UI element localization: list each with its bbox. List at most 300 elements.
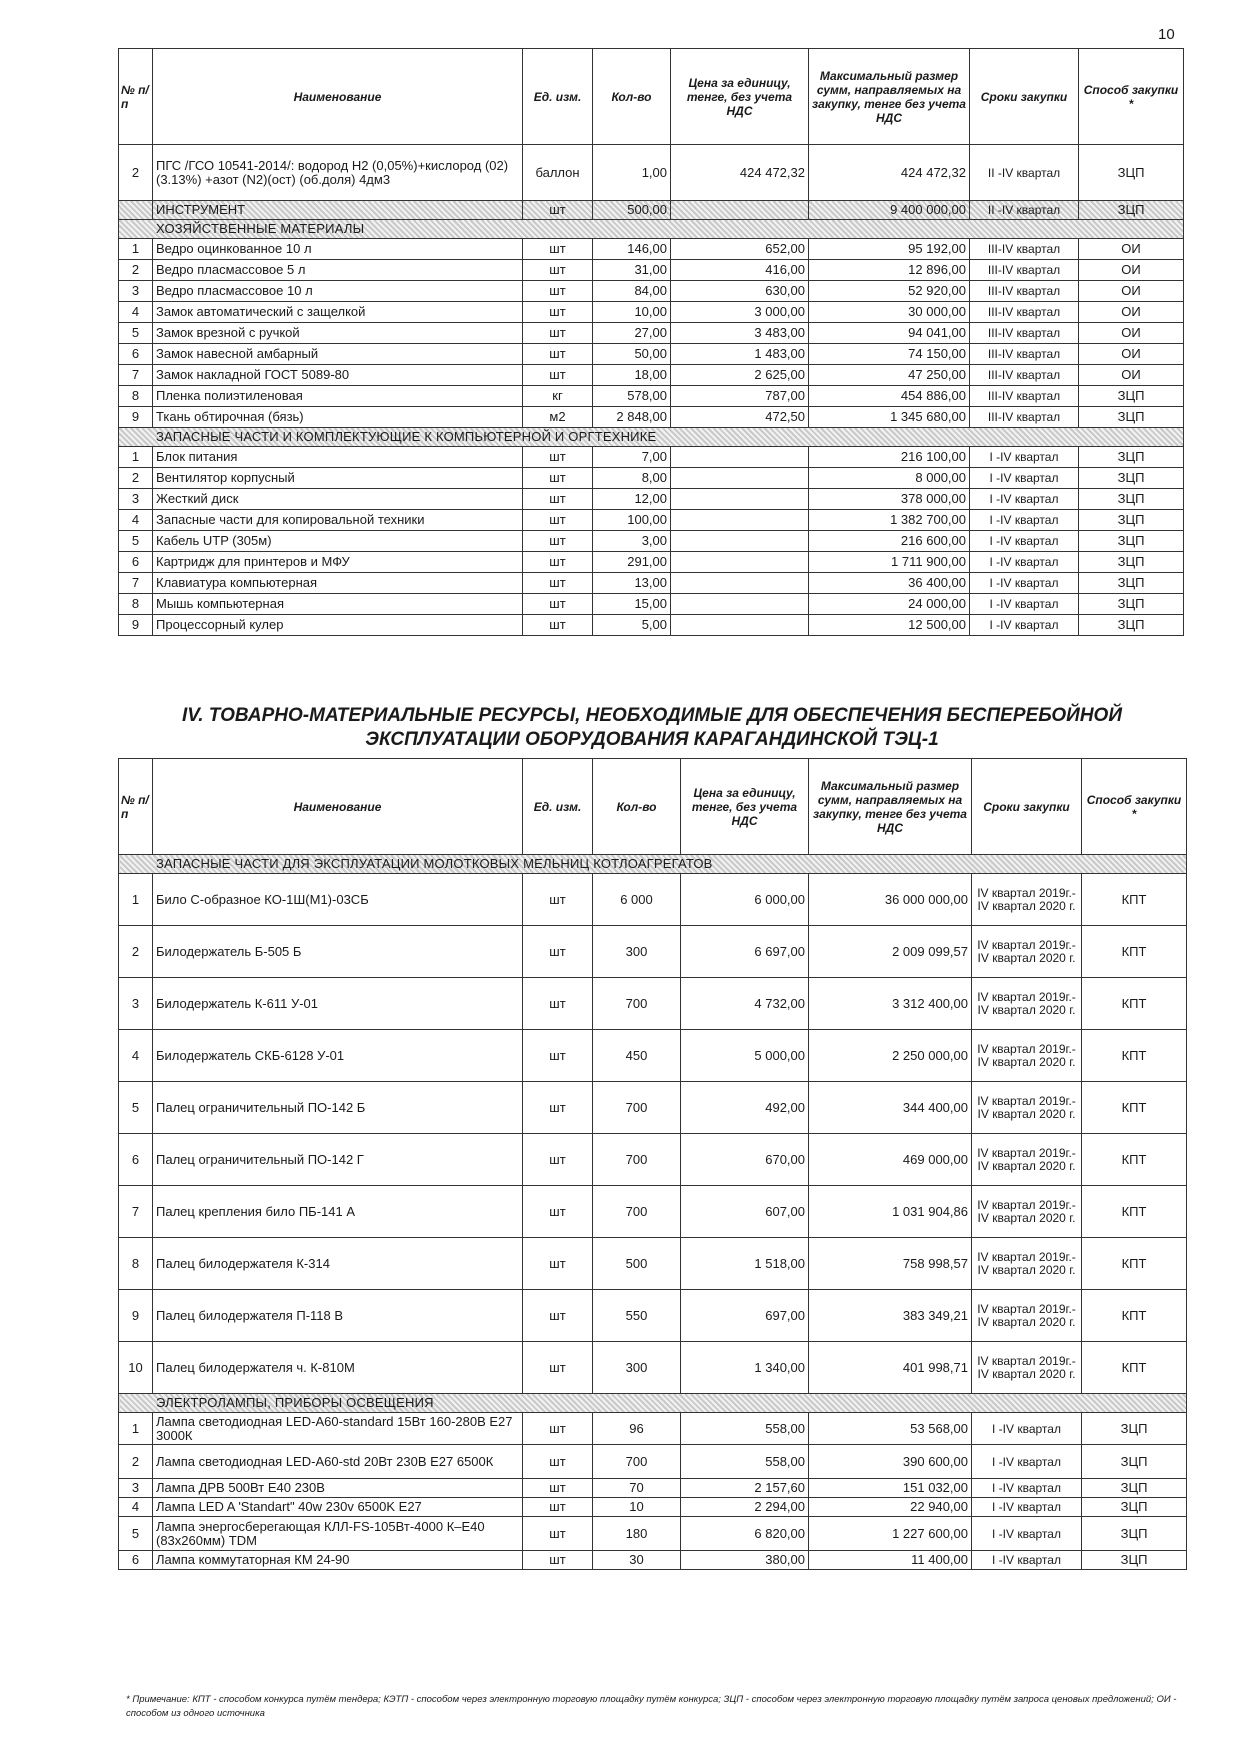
row-num: 1 (119, 1413, 153, 1445)
row-qty: 30 (593, 1551, 681, 1570)
row-method: ЗЦП (1079, 510, 1184, 531)
row-period: I -IV квартал (970, 552, 1079, 573)
table-row (119, 145, 1184, 201)
row-num: 6 (119, 344, 153, 365)
row-num: 8 (119, 594, 153, 615)
row-unit: шт (523, 365, 593, 386)
row-sum: 401 998,71 (809, 1342, 972, 1394)
row-sum: 424 472,32 (809, 145, 970, 201)
row-method: ОИ (1079, 260, 1184, 281)
row-qty: 550 (593, 1290, 681, 1342)
row-sum: 2 009 099,57 (809, 926, 972, 978)
section-row-computer (119, 428, 1184, 447)
row-price: 6 697,00 (681, 926, 809, 978)
row-name: Палец билодержателя П-118 В (153, 1290, 523, 1342)
row-sum: 151 032,00 (809, 1479, 972, 1498)
table-row (119, 1342, 1187, 1394)
row-unit: шт (523, 1290, 593, 1342)
row-qty: 700 (593, 1082, 681, 1134)
row-period: I -IV квартал (970, 468, 1079, 489)
row-method: ОИ (1079, 344, 1184, 365)
row-method: ЗЦП (1082, 1517, 1187, 1551)
row-unit: шт (523, 1551, 593, 1570)
table-row (119, 407, 1184, 428)
header-qty: Кол-во (593, 759, 681, 855)
row-price: 6 000,00 (681, 874, 809, 926)
instrument-row (119, 201, 1184, 220)
row-qty: 15,00 (593, 594, 671, 615)
lamps-rows (119, 1413, 1187, 1570)
row-sum: 3 312 400,00 (809, 978, 972, 1030)
row-unit: шт (523, 552, 593, 573)
row-qty: 300 (593, 926, 681, 978)
row-num: 6 (119, 1551, 153, 1570)
row-qty: 300 (593, 1342, 681, 1394)
row-qty: 2 848,00 (593, 407, 671, 428)
row-num: 9 (119, 407, 153, 428)
section-title-computer: ЗАПАСНЫЕ ЧАСТИ И КОМПЛЕКТУЮЩИЕ К КОМПЬЮТЕРНОЙ И ОРГТЕХНИКЕ (156, 429, 657, 444)
row-name: Лампа светодиодная LED-A60-standard 15Вт 160-280В Е27 3000К (153, 1413, 523, 1445)
table-row (119, 926, 1187, 978)
row-name: Лампа энергосберегающая КЛЛ-FS-105Вт-4000 К–Е40 (83х260мм) TDM (153, 1517, 523, 1551)
row-unit: шт (523, 531, 593, 552)
row-name: Вентилятор корпусный (153, 468, 523, 489)
row-sum: 53 568,00 (809, 1413, 972, 1445)
row-price (671, 594, 809, 615)
procurement-table-1 (118, 48, 1184, 636)
row-period: I -IV квартал (972, 1479, 1082, 1498)
header-method: Способ закупки * (1079, 49, 1184, 145)
row-name: Замок врезной с ручкой (153, 323, 523, 344)
row-unit: шт (523, 1082, 593, 1134)
row-qty: 291,00 (593, 552, 671, 573)
table-row (119, 239, 1184, 260)
row-price: 607,00 (681, 1186, 809, 1238)
row-period: I -IV квартал (972, 1551, 1082, 1570)
row-sum: 1 227 600,00 (809, 1517, 972, 1551)
row-period: III-IV квартал (970, 407, 1079, 428)
row-price: 1 518,00 (681, 1238, 809, 1290)
row-method: ЗЦП (1082, 1498, 1187, 1517)
row-period: IV квартал 2019г.- IV квартал 2020 г. (972, 1082, 1082, 1134)
table-row (119, 615, 1184, 636)
header-name: Наименование (153, 49, 523, 145)
row-num: 10 (119, 1342, 153, 1394)
row-period: I -IV квартал (972, 1413, 1082, 1445)
row-num: 2 (119, 260, 153, 281)
row-sum: 30 000,00 (809, 302, 970, 323)
row-qty: 100,00 (593, 510, 671, 531)
row-name: Пленка полиэтиленовая (153, 386, 523, 407)
row-name: Палец крепления било ПБ-141 А (153, 1186, 523, 1238)
section-row-mills (119, 855, 1187, 874)
row-period: III-IV квартал (970, 344, 1079, 365)
row-price: 424 472,32 (671, 145, 809, 201)
header-unit: Ед. изм. (523, 49, 593, 145)
table-row (119, 1030, 1187, 1082)
row-period: IV квартал 2019г.- IV квартал 2020 г. (972, 1186, 1082, 1238)
row-sum: 469 000,00 (809, 1134, 972, 1186)
table-row (119, 552, 1184, 573)
row-period: I -IV квартал (970, 447, 1079, 468)
row-unit: шт (523, 344, 593, 365)
row-method: КПТ (1082, 1030, 1187, 1082)
table-row (119, 573, 1184, 594)
row-method: ОИ (1079, 281, 1184, 302)
row-price: 3 000,00 (671, 302, 809, 323)
row-price: 6 820,00 (681, 1517, 809, 1551)
table-row (119, 344, 1184, 365)
row-unit: шт (523, 302, 593, 323)
row-unit: шт (523, 468, 593, 489)
row-method: ОИ (1079, 365, 1184, 386)
procurement-table-2 (118, 758, 1187, 1570)
header-num: № п/п (119, 49, 153, 145)
household-rows (119, 239, 1184, 428)
table-row (119, 531, 1184, 552)
row-name: Билодержатель СКБ-6128 У-01 (153, 1030, 523, 1082)
table-row (119, 1445, 1187, 1479)
row-method: ЗЦП (1079, 489, 1184, 510)
instrument-qty: 500,00 (593, 201, 671, 220)
header-name: Наименование (153, 759, 523, 855)
row-sum: 2 250 000,00 (809, 1030, 972, 1082)
row-sum: 22 940,00 (809, 1498, 972, 1517)
row-unit: шт (523, 1413, 593, 1445)
row-method: ЗЦП (1079, 594, 1184, 615)
row-unit: шт (523, 594, 593, 615)
page-number: 10 (1158, 26, 1175, 43)
instrument-method: ЗЦП (1079, 201, 1184, 220)
row-method: КПТ (1082, 1134, 1187, 1186)
row-price: 697,00 (681, 1290, 809, 1342)
table-row (119, 260, 1184, 281)
table-header-row (119, 49, 1184, 145)
row-qty: 1,00 (593, 145, 671, 201)
mills-rows (119, 874, 1187, 1394)
row-method: ЗЦП (1082, 1445, 1187, 1479)
section-row-lamps (119, 1394, 1187, 1413)
row-qty: 31,00 (593, 260, 671, 281)
row-price: 5 000,00 (681, 1030, 809, 1082)
row-name: Блок питания (153, 447, 523, 468)
row-unit: шт (523, 489, 593, 510)
row-period: III-IV квартал (970, 260, 1079, 281)
row-period: IV квартал 2019г.- IV квартал 2020 г. (972, 1030, 1082, 1082)
row-num: 3 (119, 489, 153, 510)
row-num: 5 (119, 1517, 153, 1551)
row-sum: 11 400,00 (809, 1551, 972, 1570)
row-method: ЗЦП (1082, 1413, 1187, 1445)
row-price: 652,00 (671, 239, 809, 260)
table-row (119, 365, 1184, 386)
row-unit: шт (523, 978, 593, 1030)
row-period: III-IV квартал (970, 386, 1079, 407)
row-period: III-IV квартал (970, 302, 1079, 323)
row-name: Жесткий диск (153, 489, 523, 510)
row-name: Кабель UTP (305м) (153, 531, 523, 552)
row-method: ОИ (1079, 323, 1184, 344)
row-qty: 700 (593, 1134, 681, 1186)
table-row (119, 1413, 1187, 1445)
row-method: ЗЦП (1079, 145, 1184, 201)
row-method: КПТ (1082, 1186, 1187, 1238)
row-num: 6 (119, 1134, 153, 1186)
row-period: III-IV квартал (970, 239, 1079, 260)
row-period: I -IV квартал (970, 615, 1079, 636)
table-row (119, 978, 1187, 1030)
row-sum: 1 711 900,00 (809, 552, 970, 573)
row-unit: шт (523, 1342, 593, 1394)
header-unit: Ед. изм. (523, 759, 593, 855)
row-sum: 1 382 700,00 (809, 510, 970, 531)
row-method: ЗЦП (1082, 1551, 1187, 1570)
table-row (119, 1290, 1187, 1342)
instrument-label: ИНСТРУМЕНТ (153, 201, 523, 220)
table-row (119, 1082, 1187, 1134)
section-heading-line2: ЭКСПЛУАТАЦИИ ОБОРУДОВАНИЯ КАРАГАНДИНСКОЙ ТЭЦ-1 (365, 729, 939, 750)
row-price: 630,00 (671, 281, 809, 302)
row-unit: шт (523, 1134, 593, 1186)
row-name: Процессорный кулер (153, 615, 523, 636)
row-name: Замок навесной амбарный (153, 344, 523, 365)
row-sum: 47 250,00 (809, 365, 970, 386)
section-title-household: ХОЗЯЙСТВЕННЫЕ МАТЕРИАЛЫ (156, 221, 365, 236)
row-sum: 36 400,00 (809, 573, 970, 594)
row-num: 4 (119, 1030, 153, 1082)
row-num: 8 (119, 1238, 153, 1290)
row-qty: 3,00 (593, 531, 671, 552)
row-unit: шт (523, 874, 593, 926)
row-price: 558,00 (681, 1445, 809, 1479)
row-num: 7 (119, 573, 153, 594)
row-unit: шт (523, 1238, 593, 1290)
row-qty: 700 (593, 1186, 681, 1238)
row-qty: 700 (593, 978, 681, 1030)
row-period: I -IV квартал (972, 1517, 1082, 1551)
row-price: 3 483,00 (671, 323, 809, 344)
row-sum: 378 000,00 (809, 489, 970, 510)
section-row-household (119, 220, 1184, 239)
row-qty: 70 (593, 1479, 681, 1498)
row-period: IV квартал 2019г.- IV квартал 2020 г. (972, 926, 1082, 978)
computer-rows (119, 447, 1184, 636)
header-num: № п/п (119, 759, 153, 855)
row-qty: 8,00 (593, 468, 671, 489)
row-price (671, 489, 809, 510)
row-qty: 180 (593, 1517, 681, 1551)
row-period: IV квартал 2019г.- IV квартал 2020 г. (972, 874, 1082, 926)
row-method: КПТ (1082, 874, 1187, 926)
row-price (671, 510, 809, 531)
row-num: 7 (119, 365, 153, 386)
table-row (119, 510, 1184, 531)
row-method: КПТ (1082, 1290, 1187, 1342)
row-method: ЗЦП (1079, 468, 1184, 489)
row-method: КПТ (1082, 1082, 1187, 1134)
row-qty: 578,00 (593, 386, 671, 407)
table-row (119, 1551, 1187, 1570)
row-price (671, 615, 809, 636)
row-period: II -IV квартал (970, 145, 1079, 201)
row-num: 4 (119, 1498, 153, 1517)
row-unit: шт (523, 1186, 593, 1238)
row-period: IV квартал 2019г.- IV квартал 2020 г. (972, 1238, 1082, 1290)
table-row (119, 874, 1187, 926)
row-unit: шт (523, 615, 593, 636)
row-method: ЗЦП (1079, 386, 1184, 407)
row-qty: 146,00 (593, 239, 671, 260)
row-qty: 27,00 (593, 323, 671, 344)
row-unit: шт (523, 1498, 593, 1517)
table-row (119, 323, 1184, 344)
row-sum: 8 000,00 (809, 468, 970, 489)
table-row (119, 1134, 1187, 1186)
header-price: Цена за единицу, тенге, без учета НДС (671, 49, 809, 145)
row-sum: 74 150,00 (809, 344, 970, 365)
row-num: 5 (119, 323, 153, 344)
row-num: 1 (119, 874, 153, 926)
row-name: Замок накладной ГОСТ 5089-80 (153, 365, 523, 386)
row-sum: 383 349,21 (809, 1290, 972, 1342)
row-sum: 94 041,00 (809, 323, 970, 344)
row-qty: 6 000 (593, 874, 681, 926)
row-price: 4 732,00 (681, 978, 809, 1030)
row-sum: 12 500,00 (809, 615, 970, 636)
row-period: I -IV квартал (970, 510, 1079, 531)
row-unit: шт (523, 1445, 593, 1479)
row-name: Ведро пласмассовое 5 л (153, 260, 523, 281)
row-method: ЗЦП (1082, 1479, 1187, 1498)
row-qty: 18,00 (593, 365, 671, 386)
row-unit: шт (523, 573, 593, 594)
row-sum: 52 920,00 (809, 281, 970, 302)
row-unit: шт (523, 926, 593, 978)
row-unit: м2 (523, 407, 593, 428)
row-period: I -IV квартал (970, 531, 1079, 552)
row-unit: шт (523, 1479, 593, 1498)
row-period: I -IV квартал (972, 1498, 1082, 1517)
row-name: Лампа LED A 'Standart" 40w 230v 6500K E27 (153, 1498, 523, 1517)
row-price (671, 447, 809, 468)
row-sum: 1 031 904,86 (809, 1186, 972, 1238)
row-unit: кг (523, 386, 593, 407)
row-num: 3 (119, 1479, 153, 1498)
row-name: Запасные части для копировальной техники (153, 510, 523, 531)
row-num: 3 (119, 978, 153, 1030)
table-row (119, 447, 1184, 468)
row-name: Палец билодержателя К-314 (153, 1238, 523, 1290)
row-sum: 390 600,00 (809, 1445, 972, 1479)
table-row (119, 594, 1184, 615)
row-unit: шт (523, 447, 593, 468)
row-period: IV квартал 2019г.- IV квартал 2020 г. (972, 978, 1082, 1030)
row-num: 2 (119, 468, 153, 489)
table-row (119, 386, 1184, 407)
row-sum: 344 400,00 (809, 1082, 972, 1134)
row-name: Ведро пласмассовое 10 л (153, 281, 523, 302)
row-unit: шт (523, 239, 593, 260)
row-price: 2 625,00 (671, 365, 809, 386)
row-num: 5 (119, 531, 153, 552)
row-method: КПТ (1082, 926, 1187, 978)
row-price (671, 531, 809, 552)
row-method: ОИ (1079, 239, 1184, 260)
row-period: III-IV квартал (970, 281, 1079, 302)
header-sum: Максимальный размер сумм, направляемых на закупку, тенге без учета НДС (809, 49, 970, 145)
table-row (119, 1238, 1187, 1290)
row-period: III-IV квартал (970, 365, 1079, 386)
row-unit: шт (523, 1030, 593, 1082)
row-qty: 5,00 (593, 615, 671, 636)
row-name: Билодержатель К-611 У-01 (153, 978, 523, 1030)
row-unit: шт (523, 281, 593, 302)
instrument-period: II -IV квартал (970, 201, 1079, 220)
table-row (119, 468, 1184, 489)
table-row (119, 1517, 1187, 1551)
row-price: 670,00 (681, 1134, 809, 1186)
row-unit: шт (523, 510, 593, 531)
instrument-sum: 9 400 000,00 (809, 201, 970, 220)
row-period: I -IV квартал (970, 489, 1079, 510)
row-sum: 12 896,00 (809, 260, 970, 281)
table-row (119, 1498, 1187, 1517)
row-name: Картридж для принтеров и МФУ (153, 552, 523, 573)
row-name: Лампа коммутаторная КМ 24-90 (153, 1551, 523, 1570)
row-price: 2 157,60 (681, 1479, 809, 1498)
row-qty: 500 (593, 1238, 681, 1290)
row-num: 7 (119, 1186, 153, 1238)
row-num: 1 (119, 447, 153, 468)
row-qty: 700 (593, 1445, 681, 1479)
row-name: Палец ограничительный ПО-142 Б (153, 1082, 523, 1134)
row-price: 2 294,00 (681, 1498, 809, 1517)
row-qty: 10 (593, 1498, 681, 1517)
row-price: 380,00 (681, 1551, 809, 1570)
row-num: 2 (119, 1445, 153, 1479)
row-period: I -IV квартал (970, 594, 1079, 615)
row-period: I -IV квартал (972, 1445, 1082, 1479)
row-sum: 216 100,00 (809, 447, 970, 468)
section-title-lamps: ЭЛЕКТРОЛАМПЫ, ПРИБОРЫ ОСВЕЩЕНИЯ (156, 1395, 434, 1410)
row-qty: 84,00 (593, 281, 671, 302)
row-method: ЗЦП (1079, 573, 1184, 594)
row-method: ЗЦП (1079, 447, 1184, 468)
table-row (119, 1186, 1187, 1238)
row-period: IV квартал 2019г.- IV квартал 2020 г. (972, 1290, 1082, 1342)
row-num: 2 (119, 926, 153, 978)
row-price: 472,50 (671, 407, 809, 428)
row-num: 4 (119, 302, 153, 323)
header-method: Способ закупки * (1082, 759, 1187, 855)
row-qty: 7,00 (593, 447, 671, 468)
row-method: КПТ (1082, 1342, 1187, 1394)
row-name: Ведро оцинкованное 10 л (153, 239, 523, 260)
row-num: 8 (119, 386, 153, 407)
row-name: Билодержатель Б-505 Б (153, 926, 523, 978)
row-sum: 216 600,00 (809, 531, 970, 552)
row-price (671, 468, 809, 489)
row-period: I -IV квартал (970, 573, 1079, 594)
row-qty: 50,00 (593, 344, 671, 365)
row-name: Лампа светодиодная LED-A60-std 20Вт 230В Е27 6500К (153, 1445, 523, 1479)
row-method: ЗЦП (1079, 407, 1184, 428)
row-price (671, 552, 809, 573)
row-price: 1 483,00 (671, 344, 809, 365)
footnote: * Примечание: КПТ - способом конкурса путём тендера; КЭТП - способом через электронную торговую площадку путём конкурса; ЗЦП - способом через электронную торговую площадку путём запроса ценовых предложений; ОИ - способом из одного источника (126, 1694, 1177, 1719)
row-period: III-IV квартал (970, 323, 1079, 344)
row-name: Ткань обтирочная (бязь) (153, 407, 523, 428)
